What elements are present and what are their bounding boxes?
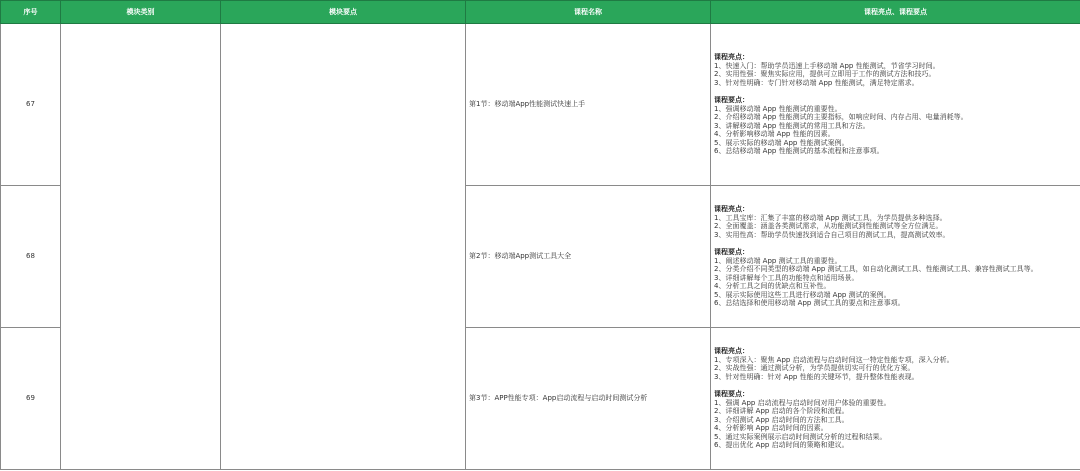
point-item: 6、提出优化 App 启动时间的策略和建议。 bbox=[714, 441, 849, 450]
point-item: 1、强调移动端 App 性能测试的重要性。 bbox=[714, 104, 842, 113]
highlight-item: 2、实战性强：通过测试分析，为学员提供切实可行的优化方案。 bbox=[714, 364, 915, 373]
header-course-detail: 课程亮点、课程要点 bbox=[711, 1, 1080, 24]
point-item: 2、介绍移动端 App 性能测试的主要指标，如响应时间、内存占用、电量消耗等。 bbox=[714, 113, 968, 122]
point-item: 4、分析影响移动端 App 性能的因素。 bbox=[714, 130, 835, 139]
module-points-cell bbox=[221, 24, 466, 470]
row-index: 67 bbox=[1, 24, 61, 186]
point-item: 1、阐述移动端 App 测试工具的重要性。 bbox=[714, 256, 842, 265]
point-item: 2、分类介绍不同类型的移动端 App 测试工具，如自动化测试工具、性能测试工具、兼容性测试工具等。 bbox=[714, 265, 1038, 274]
header-module-category: 模块类别 bbox=[61, 1, 221, 24]
highlight-item: 1、快速入门：帮助学员迅速上手移动端 App 性能测试，节省学习时间。 bbox=[714, 61, 940, 70]
point-item: 1、强调 App 启动流程与启动时间对用户体验的重要性。 bbox=[714, 398, 891, 407]
course-name: 第2节：移动端App测试工具大全 bbox=[466, 186, 711, 328]
header-course-name: 课程名称 bbox=[466, 1, 711, 24]
point-item: 4、分析工具之间的优缺点和互补性。 bbox=[714, 282, 831, 291]
table-row bbox=[1, 24, 1080, 186]
points-label: 课程要点： bbox=[714, 95, 749, 104]
highlight-item: 3、针对性明确：专门针对移动端 App 性能测试，满足特定需求。 bbox=[714, 78, 919, 87]
highlight-item: 1、工具宝库：汇集了丰富的移动端 App 测试工具，为学员提供多种选择。 bbox=[714, 213, 947, 222]
highlight-item: 2、实用性强：聚焦实际应用，提供可立即用于工作的测试方法和技巧。 bbox=[714, 70, 936, 79]
point-item: 5、展示实际的移动端 App 性能测试案例。 bbox=[714, 138, 849, 147]
table-header bbox=[1, 1, 1080, 24]
point-item: 6、总结移动端 App 性能测试的基本流程和注意事项。 bbox=[714, 147, 884, 156]
points-label: 课程要点： bbox=[714, 247, 749, 256]
course-detail bbox=[711, 328, 1080, 470]
course-name: 第3节：APP性能专项：App启动流程与启动时间测试分析 bbox=[466, 328, 711, 470]
highlights-label: 课程亮点： bbox=[714, 204, 749, 213]
header-module-points: 模块要点 bbox=[221, 1, 466, 24]
highlight-item: 3、实用性高：帮助学员快速找到适合自己项目的测试工具，提高测试效率。 bbox=[714, 230, 950, 239]
highlight-item: 3、针对性明确：针对 App 性能的关键环节，提升整体性能表现。 bbox=[714, 372, 919, 381]
module-category-cell bbox=[61, 24, 221, 470]
point-item: 5、通过实际案例展示启动时间测试分析的过程和结果。 bbox=[714, 432, 887, 441]
point-item: 5、展示实际使用这些工具进行移动端 App 测试的案例。 bbox=[714, 290, 891, 299]
points-label: 课程要点： bbox=[714, 389, 749, 398]
header-index: 序号 bbox=[1, 1, 61, 24]
course-detail bbox=[711, 24, 1080, 186]
row-index: 68 bbox=[1, 186, 61, 328]
row-index: 69 bbox=[1, 328, 61, 470]
highlights-label: 课程亮点： bbox=[714, 346, 749, 355]
highlight-item: 2、全面覆盖：涵盖各类测试需求，从功能测试到性能测试等全方位满足。 bbox=[714, 222, 943, 231]
course-name: 第1节：移动端App性能测试快速上手 bbox=[466, 24, 711, 186]
highlights-label: 课程亮点： bbox=[714, 52, 749, 61]
point-item: 6、总结选择和使用移动端 App 测试工具的要点和注意事项。 bbox=[714, 299, 905, 308]
highlight-item: 1、专项深入：聚焦 App 启动流程与启动时间这一特定性能专项，深入分析。 bbox=[714, 355, 954, 364]
point-item: 4、分析影响 App 启动时间的因素。 bbox=[714, 424, 828, 433]
point-item: 2、详细讲解 App 启动的各个阶段和流程。 bbox=[714, 407, 849, 416]
point-item: 3、讲解移动端 App 性能测试的常用工具和方法。 bbox=[714, 121, 870, 130]
course-detail bbox=[711, 186, 1080, 328]
point-item: 3、详细讲解每个工具的功能特点和适用场景。 bbox=[714, 273, 859, 282]
point-item: 3、介绍测试 App 启动时间的方法和工具。 bbox=[714, 415, 849, 424]
